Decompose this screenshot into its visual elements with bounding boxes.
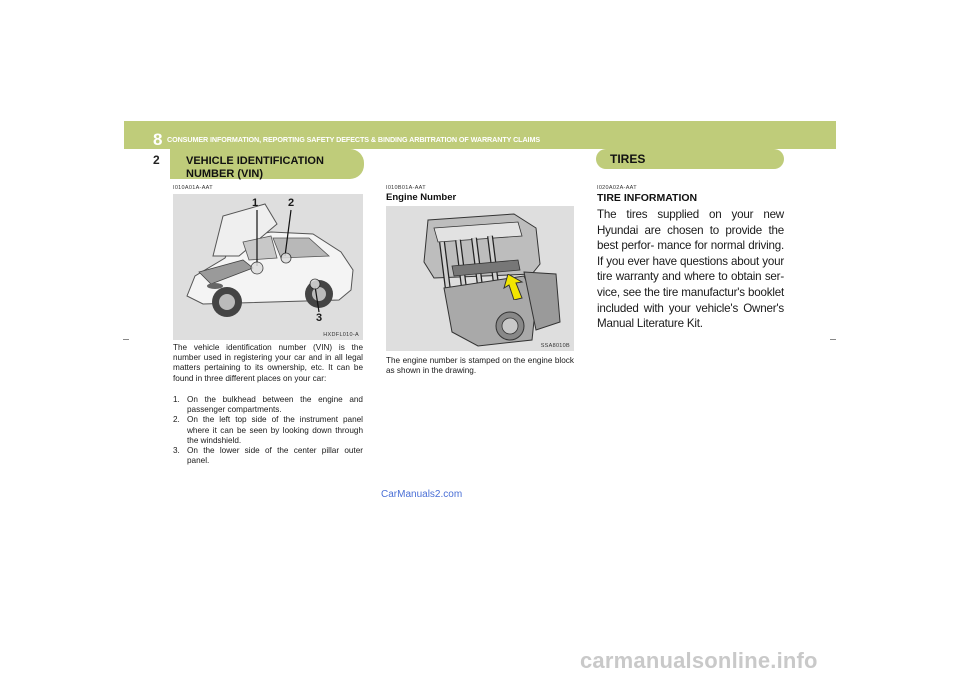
list-item-number: 1. [173, 395, 180, 404]
site-watermark: carmanualsonline.info [580, 648, 818, 673]
arrow-up-icon [502, 274, 524, 300]
vin-title-line1: VEHICLE IDENTIFICATION [186, 155, 324, 167]
car-illustration [173, 194, 363, 340]
tires-section-title: TIRES [610, 152, 646, 166]
vin-section-title [186, 155, 324, 181]
vin-title-line2: NUMBER (VIN) [186, 168, 263, 180]
crop-mark-left [123, 339, 129, 340]
carmanuals-watermark-link[interactable]: CarManuals2.com [381, 489, 463, 500]
engine-section-title: Engine Number [386, 192, 457, 203]
list-item [173, 446, 363, 466]
chapter-title: CONSUMER INFORMATION, REPORTING SAFETY DEFECTS & BINDING ARBITRATION OF WARRANTY CLAIMS [167, 135, 541, 144]
tire-information-heading: TIRE INFORMATION [597, 192, 698, 204]
engine-figure-code: SSA8010B [540, 343, 570, 349]
tire-information-text: The tires supplied on your new Hyundai are chosen to provide the best perfor- mance for normal driving. If you ever have questions about your tire warranty and where to obtain ser- vice, see the tire manufactur's booklet included with your vehicle's Owner's Manual Literature Kit. [597, 208, 784, 331]
callout-1: 1 [252, 197, 259, 209]
vin-section-code: I010A01A-AAT [173, 185, 213, 191]
engine-figure [386, 206, 574, 351]
tires-section-code: I020A02A-AAT [597, 185, 637, 191]
list-item [173, 395, 363, 415]
crop-mark-right [830, 339, 836, 340]
vin-location-list [173, 395, 363, 466]
car-vin-figure [173, 194, 363, 340]
vin-figure-code: HXDFL010-A [323, 332, 359, 338]
list-item-number: 2. [173, 415, 180, 425]
vin-intro-text: The vehicle identification number (VIN) is the number used in registering your car and in all legal matters pertaining to its ownership, etc. It can be found in three different places on your car: [173, 343, 363, 383]
engine-number-text: The engine number is stamped on the engine block as shown in the drawing. [386, 356, 574, 376]
list-item-text: On the bulkhead between the engine and passenger compartments. [187, 395, 363, 415]
page-number: 2 [153, 153, 160, 167]
list-item-number: 3. [173, 446, 180, 456]
engine-section-code: I010B01A-AAT [386, 185, 426, 191]
list-item-text: On the left top side of the instrument panel where it can be seen by looking down through the windshield. [187, 415, 363, 445]
engine-illustration [386, 206, 574, 351]
list-item [173, 415, 363, 446]
chapter-number: 8 [153, 130, 163, 149]
callout-2: 2 [288, 197, 295, 209]
callout-3: 3 [316, 312, 323, 324]
list-item-text: On the lower side of the center pillar outer panel. [187, 446, 363, 466]
